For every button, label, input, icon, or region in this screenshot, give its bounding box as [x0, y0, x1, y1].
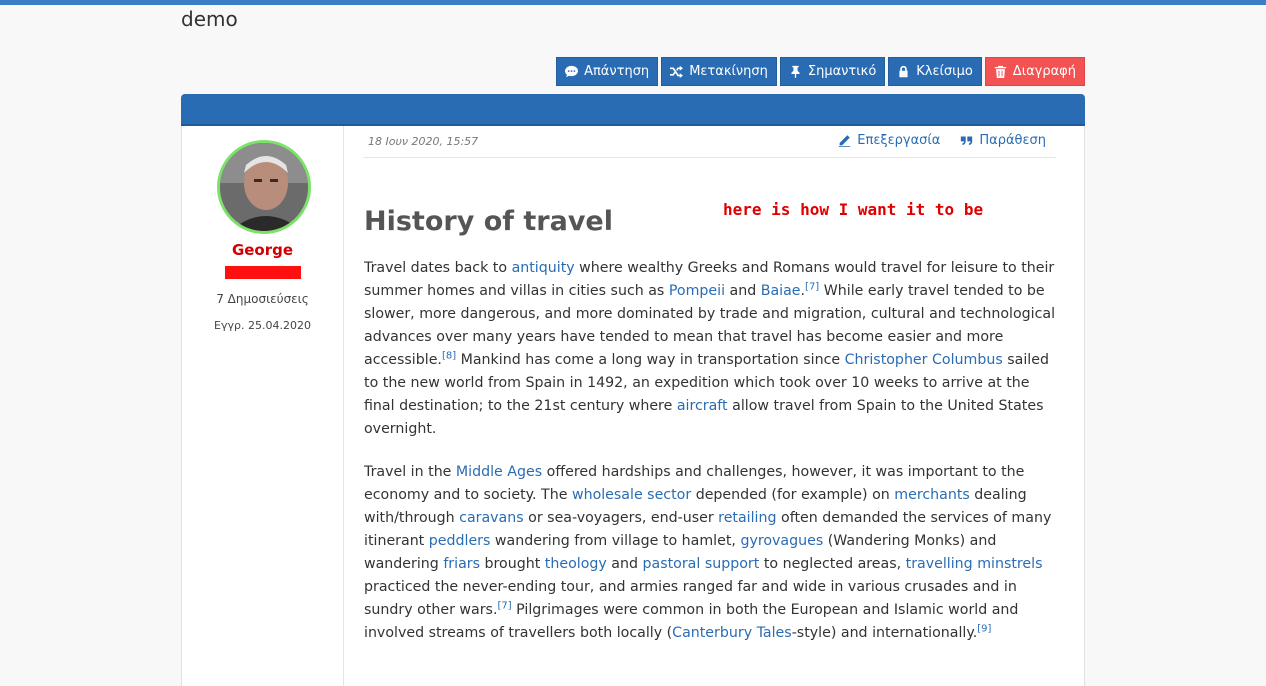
reply-button[interactable]	[556, 57, 658, 86]
link-christopher-columbus[interactable]: Christopher Columbus	[844, 352, 1003, 368]
author-profile	[182, 126, 344, 686]
paragraph-1: Travel dates back to antiquity where wealthy Greeks and Romans would travel for leisure to their summer homes and villas in cities such as Pompeii and Baiae.[7] While early travel tended to be slower, more dangerous, and more dominated by trade and migration, cultural and technological advances over many years have tended to mean that travel has become easier and more accessible.[8] Mankind has come a long way in transportation since Christopher Columbus sailed to the new world from Spain in 1492, an expedition which took over 10 weeks to arrive at the final destination; to the 21st century where aircraft allow travel from Spain to the United States overnight.	[364, 260, 1056, 437]
move-button[interactable]	[661, 57, 777, 86]
paragraph-2: Travel in the Middle Ages offered hardships and challenges, however, it was important to the economy and to society. The wholesale sector depended (for example) on merchants dealing with/through caravans or sea-voyagers, end-user retailing often demanded the services of many itinerant peddlers wandering from village to hamlet, gyrovagues (Wandering Monks) and wandering friars brought theology and pastoral support to neglected areas, travelling minstrels practiced the never-ending tour, and armies ranged far and wide in various crusades and in sundry other wars.[7] Pilgrimages were common in both the European and Islamic world and involved streams of travellers both locally (Canterbury Tales-style) and internationally.[9]	[364, 464, 1052, 641]
quote-button[interactable]	[960, 133, 1046, 148]
link-baiae[interactable]: Baiae	[760, 283, 801, 299]
link-peddlers[interactable]: peddlers	[428, 533, 491, 549]
move-label: Μετακίνηση	[689, 64, 768, 79]
link-caravans[interactable]: caravans	[459, 510, 524, 526]
link-merchants[interactable]: merchants	[894, 487, 970, 503]
delete-label: Διαγραφή	[1012, 64, 1076, 79]
pencil-icon	[838, 134, 851, 147]
post-date[interactable]: 18 Ιουν 2020, 15:57	[368, 135, 479, 148]
link-middle-ages[interactable]: Middle Ages	[455, 464, 543, 480]
link-pompeii[interactable]: Pompeii	[668, 283, 726, 299]
footnote-link[interactable]: [7]	[497, 600, 512, 612]
link-gyrovagues[interactable]: gyrovagues	[740, 533, 824, 549]
link-canterbury-tales[interactable]: Canterbury Tales	[672, 625, 792, 641]
footnote-link[interactable]: [8]	[441, 350, 457, 362]
link-theology[interactable]: theology	[544, 556, 607, 572]
link-retailing[interactable]: retailing	[718, 510, 777, 526]
trash-icon	[994, 65, 1007, 78]
post-panel-header	[181, 94, 1085, 126]
site-title[interactable]: demo	[181, 7, 238, 31]
comment-icon	[565, 65, 578, 78]
footnote-link[interactable]: [9]	[977, 623, 992, 635]
pin-label: Σημαντικό	[807, 64, 877, 79]
link-pastoral-support[interactable]: pastoral support	[642, 556, 760, 572]
link-friars[interactable]: friars	[443, 556, 481, 572]
quote-icon	[960, 134, 973, 147]
post-title: History of travel	[364, 206, 613, 237]
pin-button[interactable]	[780, 57, 885, 86]
post-meta	[363, 126, 1056, 158]
link-travelling-minstrels[interactable]: travelling minstrels	[905, 556, 1043, 572]
avatar-photo	[220, 143, 308, 231]
annotation-text: here is how I want it to be	[723, 200, 984, 219]
link-antiquity[interactable]: antiquity	[511, 260, 575, 276]
edit-label: Επεξεργασία	[857, 133, 941, 148]
lock-icon	[897, 65, 910, 78]
shuffle-icon	[670, 65, 683, 78]
lock-button[interactable]	[888, 57, 982, 86]
lock-label: Κλείσιμο	[916, 64, 973, 79]
join-date: Εγγρ. 25.04.2020	[214, 319, 311, 332]
top-accent-bar	[0, 0, 1266, 5]
post-actions	[838, 133, 1046, 148]
link-wholesale-sector[interactable]: wholesale sector	[571, 487, 692, 503]
rank-badge	[225, 266, 301, 279]
edit-button[interactable]	[838, 133, 940, 148]
username[interactable]: George	[231, 241, 294, 259]
topic-toolbar	[556, 57, 1085, 86]
pin-icon	[789, 65, 802, 78]
post-count: 7 Δημοσιεύσεις	[216, 292, 309, 306]
delete-button[interactable]	[985, 57, 1085, 86]
quote-label: Παράθεση	[979, 133, 1046, 148]
link-aircraft[interactable]: aircraft	[676, 398, 728, 414]
reply-label: Απάντηση	[584, 64, 650, 79]
footnote-link[interactable]: [7]	[805, 281, 820, 293]
avatar[interactable]	[217, 140, 311, 234]
post-panel	[181, 126, 1085, 686]
